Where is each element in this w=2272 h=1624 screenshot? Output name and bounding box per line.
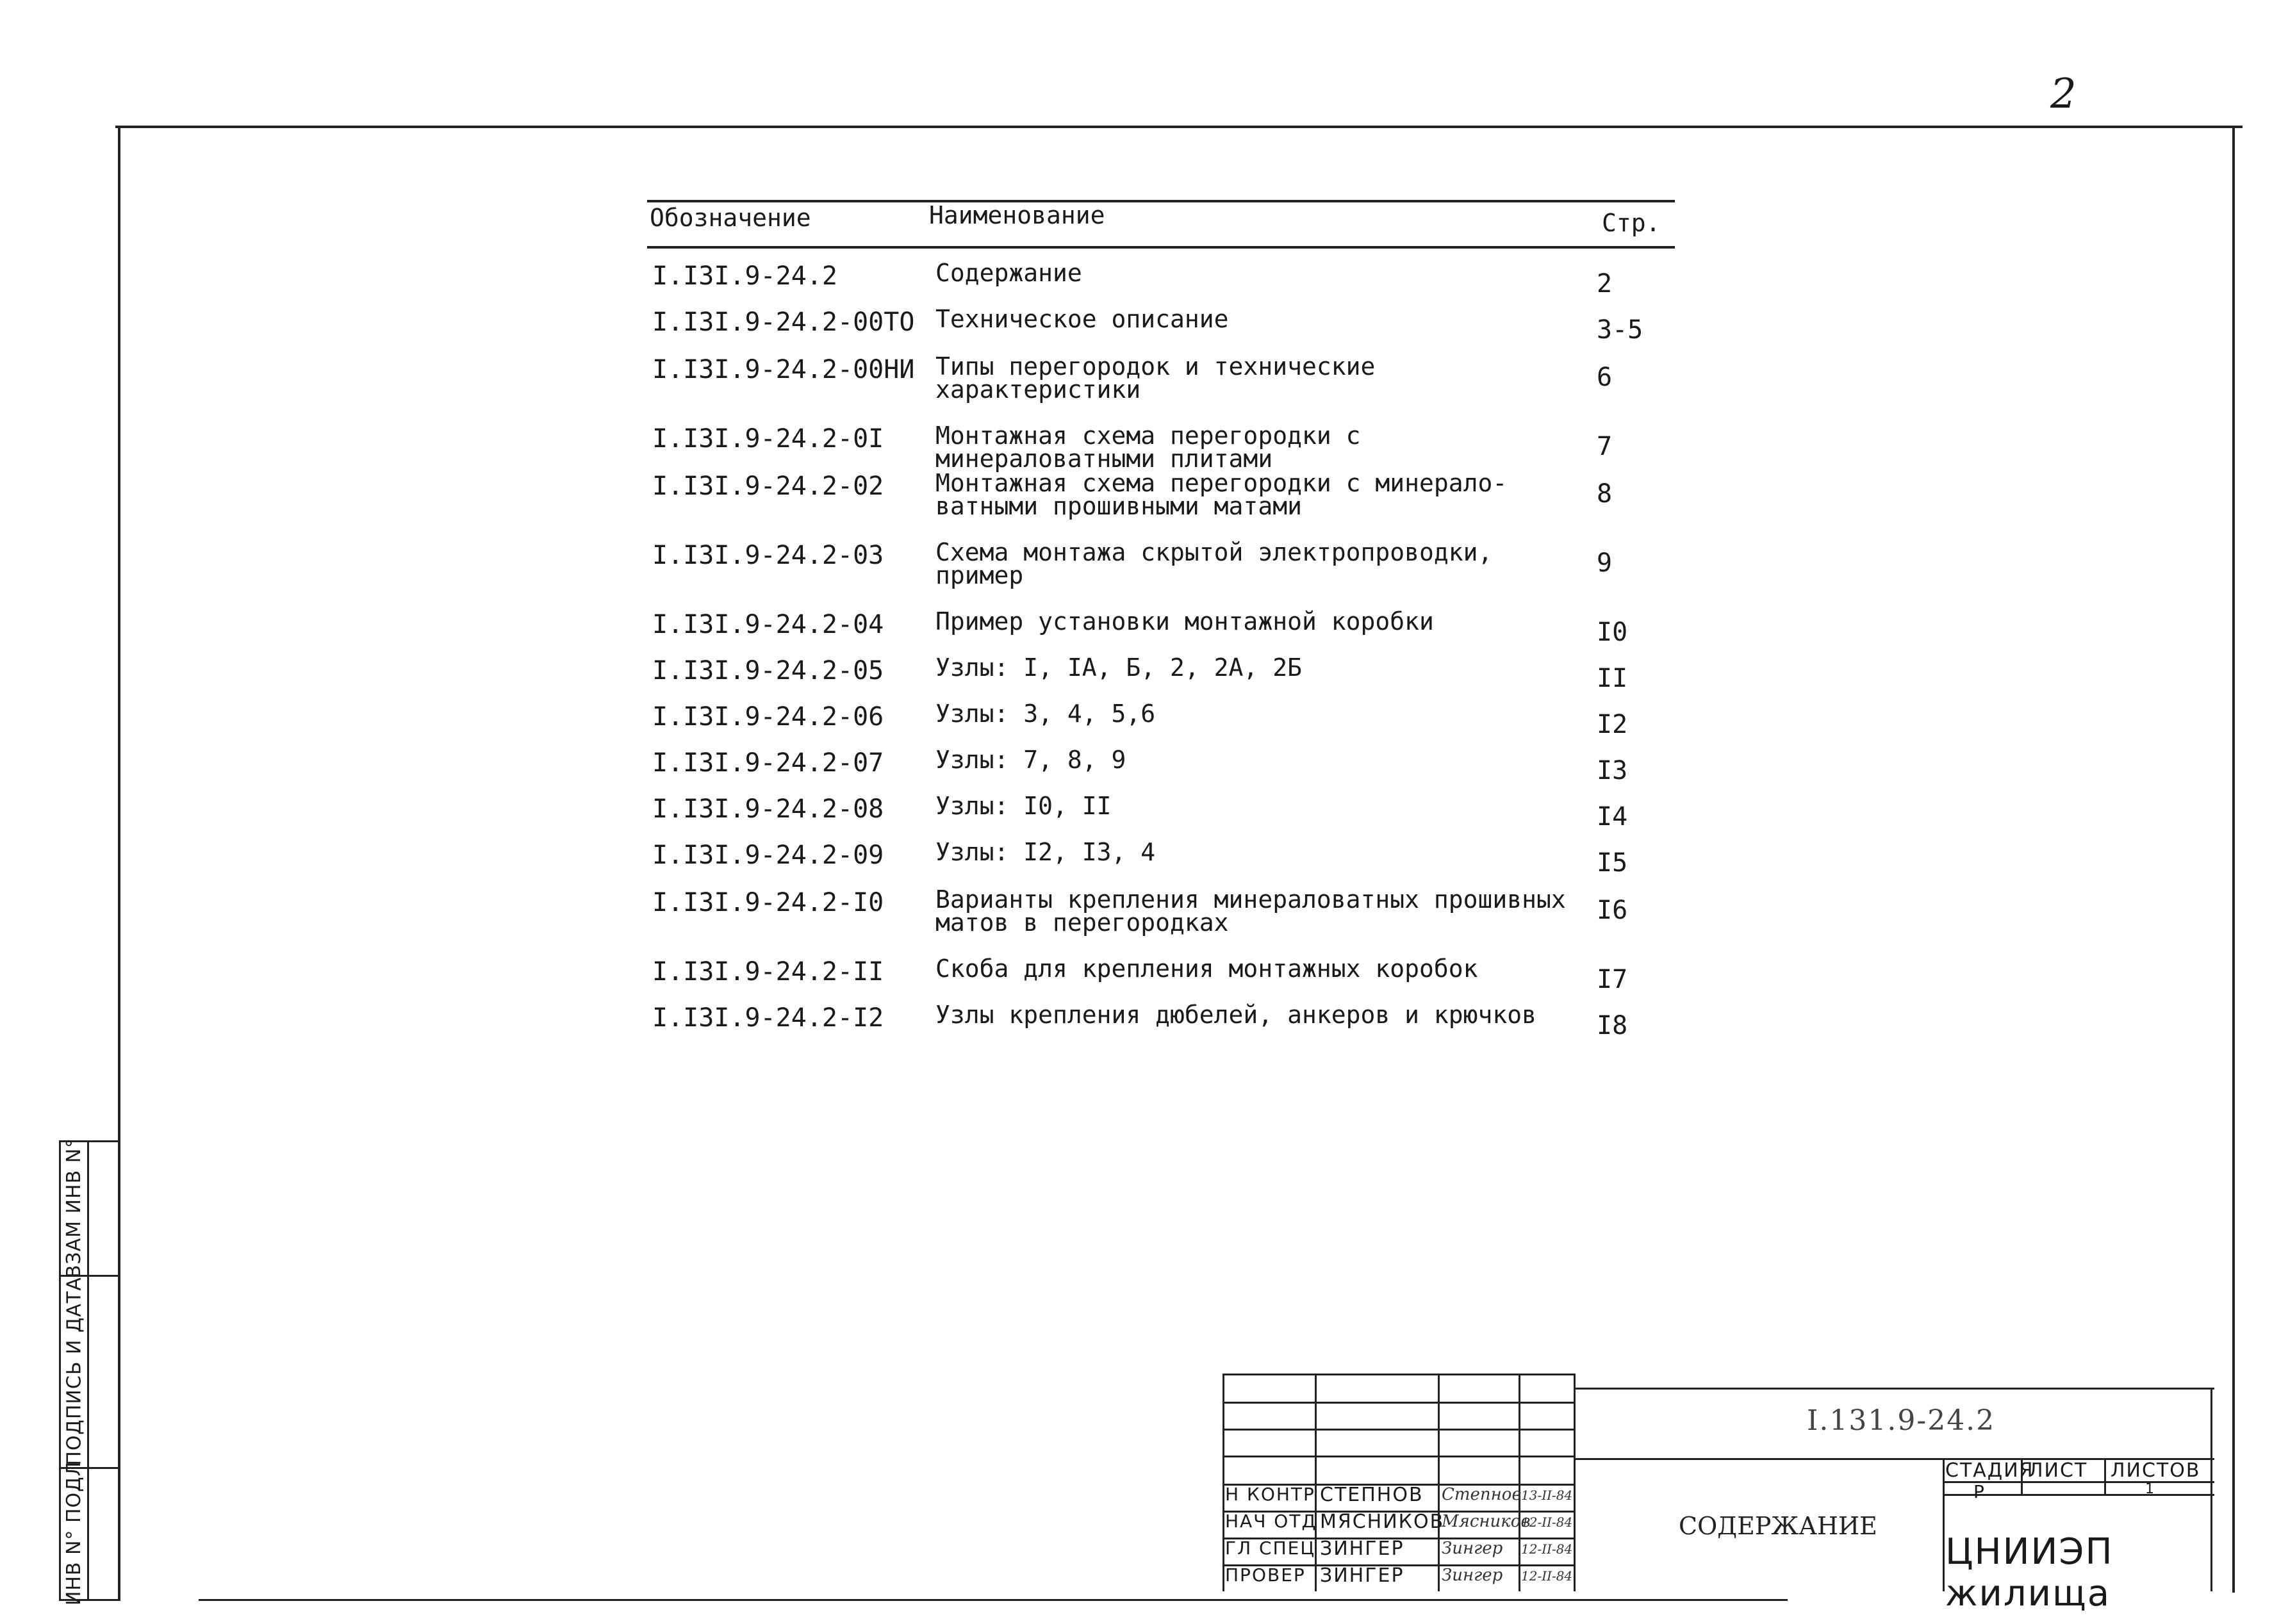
row-page: 2 [1597, 269, 1613, 299]
table-row [648, 469, 1674, 520]
row-page: I8 [1597, 1011, 1628, 1040]
row-code: I.I3I.9-24.2-03 [652, 541, 884, 570]
row-page: 3-5 [1597, 315, 1643, 345]
side-label-inv-original: ИНВ N° ПОДЛ [63, 1461, 86, 1605]
row-page: 6 [1597, 363, 1613, 392]
row-page: 9 [1597, 548, 1613, 578]
row-name: Скоба для крепления монтажных коробок [935, 955, 1478, 983]
header-page: Стр. [1602, 209, 1661, 237]
row-code: I.I3I.9-24.2-06 [652, 702, 884, 732]
header-name: Наименование [929, 201, 1105, 229]
row-code: I.I3I.9-24.2-02 [652, 472, 884, 501]
row-name: Монтажная схема перегородки с минерало-ватными прошивными матами [935, 469, 1508, 520]
row-name: Варианты крепления минераловатных прошивных матов в перегородках [935, 885, 1566, 937]
row-code: I.I3I.9-24.2-00НИ [652, 355, 915, 384]
signature-mark: Зингер [1442, 1539, 1503, 1558]
signatory-role: Н КОНТР [1225, 1484, 1315, 1505]
row-page: I5 [1597, 848, 1628, 878]
row-code: I.I3I.9-24.2-08 [652, 794, 884, 824]
row-name: Узлы: 7, 8, 9 [935, 746, 1126, 774]
header-designation: Обозначение [650, 204, 811, 232]
table-row [648, 538, 1674, 589]
table-row [648, 957, 1674, 1003]
table-row [648, 702, 1674, 748]
row-page: I0 [1597, 618, 1628, 647]
row-name: Пример установки монтажной коробки [935, 607, 1434, 636]
signatory-name: МЯСНИКОВ [1320, 1511, 1445, 1533]
row-name: Типы перегородок и технические характеристики [935, 352, 1376, 404]
row-page: I3 [1597, 756, 1628, 785]
row-name: Монтажная схема перегородки с минераловатными плитами [935, 422, 1361, 473]
signatory-date: 12-II-84 [1521, 1568, 1573, 1584]
row-code: I.I3I.9-24.2-04 [652, 610, 884, 639]
row-code: I.I3I.9-24.2-00ТО [652, 308, 915, 337]
row-page: 7 [1597, 432, 1613, 461]
row-code: I.I3I.9-24.2-09 [652, 841, 884, 870]
row-name: Техническое описание [935, 305, 1229, 333]
document-code: I.131.9-24.2 [1807, 1404, 1996, 1437]
row-code: I.I3I.9-24.2-I2 [652, 1003, 884, 1033]
stage-value: Р [1973, 1481, 1986, 1502]
signatory-date: 12-II-84 [1521, 1514, 1573, 1530]
side-label-signature-date: ПОДПИСЬ И ДАТА [63, 1276, 86, 1466]
organization-name: ЦНИИЭП жилища [1945, 1531, 2114, 1614]
row-page: I2 [1597, 710, 1628, 739]
row-name: Узлы: I2, I3, 4 [935, 838, 1156, 866]
row-name: Узлы: I0, II [935, 792, 1112, 820]
sheet-label: ЛИСТ [2029, 1459, 2088, 1482]
document-title: СОДЕРЖАНИЕ [1679, 1512, 1877, 1540]
table-row [648, 352, 1674, 404]
page-number: 2 [2050, 70, 2077, 118]
row-code: I.I3I.9-24.2-07 [652, 748, 884, 778]
signatory-role: ПРОВЕР [1225, 1564, 1306, 1586]
table-row [648, 305, 1674, 354]
signatory-role: ГЛ СПЕЦ [1225, 1538, 1316, 1559]
table-row [648, 794, 1674, 841]
signature-mark: Зингер [1442, 1566, 1503, 1585]
sheets-label: ЛИСТОВ [2111, 1459, 2201, 1482]
row-code: I.I3I.9-24.2-I0 [652, 888, 884, 917]
row-page: I7 [1597, 965, 1628, 994]
row-name: Содержание [935, 259, 1082, 287]
table-row [648, 885, 1674, 937]
signatory-role: НАЧ ОТД [1225, 1511, 1317, 1532]
table-row [648, 607, 1674, 656]
signatory-name: ЗИНГЕР [1320, 1538, 1404, 1560]
signature-mark: Степнов [1442, 1485, 1522, 1504]
table-row [648, 653, 1674, 702]
stage-label: СТАДИЯ [1945, 1459, 2034, 1482]
row-page: I6 [1597, 896, 1628, 925]
row-code: I.I3I.9-24.2-II [652, 957, 884, 987]
signatory-name: СТЕПНОВ [1320, 1484, 1424, 1506]
table-row [648, 1003, 1674, 1049]
row-page: II [1597, 664, 1628, 693]
signature-mark: Мясников [1442, 1512, 1531, 1531]
row-code: I.I3I.9-24.2 [652, 261, 837, 291]
row-name: Узлы: 3, 4, 5,6 [935, 700, 1156, 728]
table-row [648, 261, 1674, 308]
side-label-instead-inv: ВЗАМ ИНВ N° [63, 1137, 86, 1278]
sheet-value: 1 [2145, 1481, 2155, 1497]
table-row [648, 748, 1674, 794]
row-page: I4 [1597, 802, 1628, 832]
row-code: I.I3I.9-24.2-05 [652, 656, 884, 685]
table-row [648, 422, 1674, 473]
table-row [648, 838, 1674, 887]
signatory-date: 12-II-84 [1521, 1541, 1573, 1557]
signatory-name: ЗИНГЕР [1320, 1564, 1404, 1587]
row-code: I.I3I.9-24.2-0I [652, 424, 884, 454]
row-page: 8 [1597, 479, 1613, 509]
row-name: Схема монтажа скрытой электропроводки, пример [935, 538, 1493, 589]
row-name: Узлы: I, IA, Б, 2, 2A, 2Б [935, 653, 1302, 682]
signatory-date: 13-II-84 [1521, 1488, 1573, 1503]
row-name: Узлы крепления дюбелей, анкеров и крючков [935, 1001, 1536, 1029]
